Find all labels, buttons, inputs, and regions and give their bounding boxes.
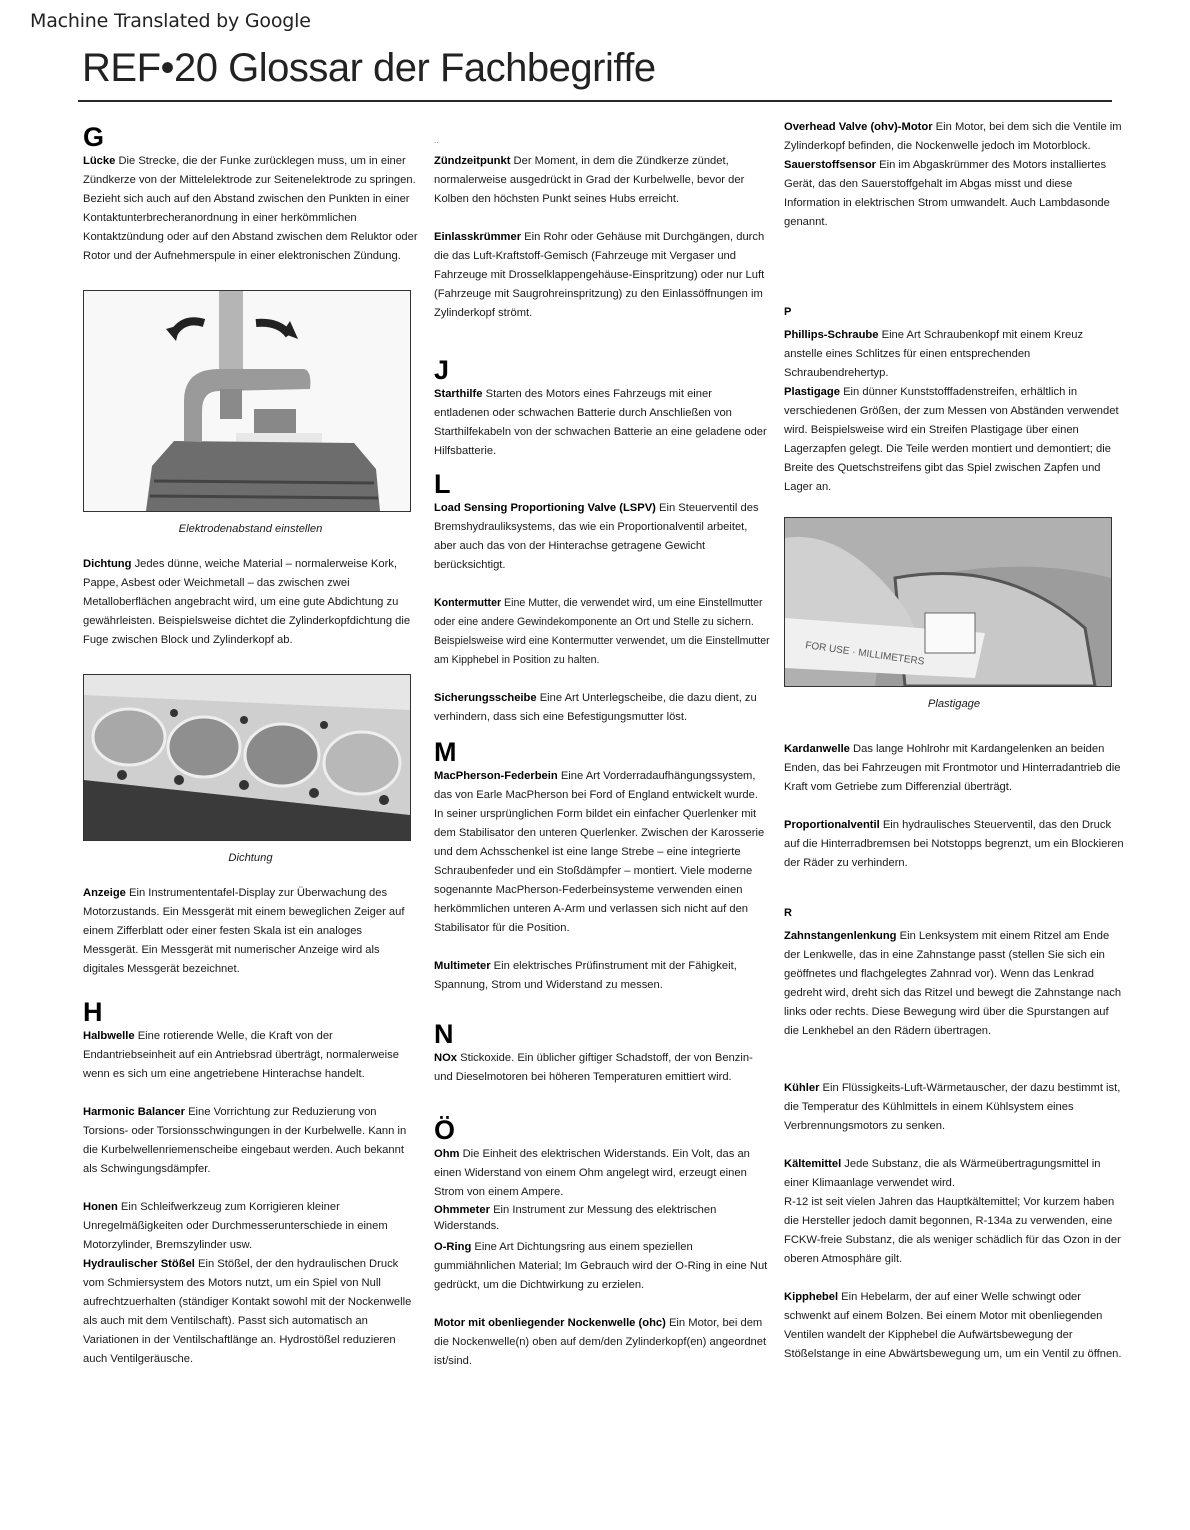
glossary-entry-phillips-schraube — [784, 326, 1124, 383]
glossary-entry-luecke — [83, 152, 418, 266]
glossary-entry-hydraulischer-stoessel — [83, 1255, 418, 1369]
svg-text:FOR USE · MILLIMETERS: FOR USE · MILLIMETERS — [804, 640, 925, 668]
entry-definition: Der Moment, in dem die Zündkerze zündet, normalerweise ausgedrückt in Grad der Kurbelwelle, bevor der Kolben den höchsten Punkt seines Hubs erreicht. — [434, 155, 745, 205]
glossary-entry-kontermutter — [434, 594, 770, 670]
section-letter-n: N — [434, 1019, 454, 1049]
entry-definition: Ein Motor, bei dem sich die Ventile im Zylinderkopf befinden, die Nockenwelle jedoch im Motorblock. — [784, 121, 1122, 152]
glossary-entry-kipphebel — [784, 1288, 1124, 1364]
figure-head-gasket — [83, 674, 411, 841]
section-letter-h: H — [83, 997, 103, 1027]
section-letter-l: L — [434, 469, 451, 499]
entry-definition: Ein Schleifwerkzeug zum Korrigieren kleiner Unregelmäßigkeiten oder Durchmesserunterschiede in einem Motorzylinder, Bremszylinder usw. — [83, 1201, 388, 1251]
figure-caption: Dichtung — [228, 852, 273, 864]
glossary-entry-sauerstoffsensor — [784, 156, 1124, 232]
entry-term: Ohmmeter — [434, 1204, 490, 1216]
entry-term: Multimeter — [434, 960, 491, 972]
section-letter-r: R — [784, 907, 792, 919]
glossary-entry-starthilfe — [434, 385, 770, 461]
entry-term: Ohm — [434, 1148, 460, 1160]
title-divider — [78, 100, 1112, 102]
entry-definition: Jede Substanz, die als Wärmeübertragungsmittel in einer Klimaanlage verwendet wird. — [784, 1158, 1101, 1189]
glossary-entry-einlasskruemmer — [434, 228, 770, 323]
entry-term: O-Ring — [434, 1241, 472, 1253]
entry-definition: Ein Hebelarm, der auf einer Welle schwingt oder schwenkt auf einem Bolzen. Bei einem Motor mit obenliegenden Ventilen wandelt der Kipphebel die Aufwärtsbewegung der Stößelstange in eine Abwärtsbewegung um, um ein Ventil zu öffnen. — [784, 1291, 1122, 1360]
glossary-entry-ohc — [434, 1314, 770, 1371]
glossary-entry-ohm — [434, 1145, 770, 1202]
entry-term: Plastigage — [784, 386, 840, 398]
glossary-entry-halbwelle — [83, 1027, 418, 1084]
plastigage-image — [785, 518, 1111, 686]
entry-definition: Ein dünner Kunststofffadenstreifen, erhältlich in verschiedenen Größen, der zum Messen von Abständen verwendet wird. Beispielsweise wird ein Streifen Plastigage über einen Lagerzapfen gelegt. Die Teile werden montiert und demontiert; die Breite des Quetschstreifens gibt das Spiel zwischen Zapfen und Lager an. — [784, 386, 1119, 493]
entry-definition: Jedes dünne, weiche Material – normalerweise Kork, Pappe, Asbest oder Weichmetall – das zwischen zwei Metalloberflächen angebracht wird, um eine gute Abdichtung zu gewährleisten. Beispielsweise dichtet die Zylinderkopfdichtung die Fuge zwischen Block und Zylinderkopf ab. — [83, 558, 411, 646]
entry-definition: Eine Vorrichtung zur Reduzierung von Torsions- oder Torsionsschwingungen in der Kurbelwelle. Kann in die Kurbelwellenriemenscheibe eingebaut werden. Auch bekannt als Schwingungsdämpfer. — [83, 1106, 407, 1175]
entry-term: Sicherungsscheibe — [434, 692, 537, 704]
entry-definition: Ein Lenksystem mit einem Ritzel am Ende der Lenkwelle, das in eine Zahnstange passt (stellen Sie sich ein geöffnetes und flachgelegtes Zahnrad vor). Wenn das Lenkrad gedreht wird, dreht sich das Ritzel und bewegt die Zahnstange nach links oder rechts. Diese Bewegung wird über die Spurstangen auf die Lenkhebel an den Rädern übertragen. — [784, 930, 1122, 1037]
entry-term: NOx — [434, 1052, 458, 1064]
glossary-entry-plastigage — [784, 383, 1124, 497]
entry-definition: Eine Art Unterlegscheibe, die dazu dient, zu verhindern, dass sich eine Befestigungsmutter löst. — [434, 692, 757, 723]
entry-term: Sauerstoffsensor — [784, 159, 877, 171]
entry-definition: Starten des Motors eines Fahrzeugs mit einer entladenen oder schwachen Batterie durch Anschließen von Starthilfekabeln von der schwachen Batterie an eine geladene oder Hilfsbatterie. — [434, 388, 767, 457]
machine-translation-banner: Machine Translated by Google — [30, 10, 311, 32]
entry-term: Hydraulischer Stößel — [83, 1258, 195, 1270]
entry-definition: Ein Steuerventil des Bremshydrauliksystems, das wie ein Proportionalventil arbeitet, aber auch das von der Hinterachse getragene Gewicht berücksichtigt. — [434, 502, 759, 571]
entry-term: Zündzeitpunkt — [434, 155, 511, 167]
glossary-entry-nox — [434, 1049, 770, 1087]
glossary-entry-kuehler — [784, 1079, 1124, 1136]
entry-definition: Ein Rohr oder Gehäuse mit Durchgängen, durch die das Luft-Kraftstoff-Gemisch (Fahrzeuge mit Vergaser und Fahrzeuge mit Drosselklappengehäuse-Einspritzung) oder nur Luft (Fahrzeuge mit Saugrohreinspritzung) zu den Einlassöffnungen im Zylinderkopf strömt. — [434, 231, 765, 319]
entry-term: Motor mit obenliegender Nockenwelle (ohc) — [434, 1317, 666, 1329]
glossary-entry-zuendzeitpunkt — [434, 152, 770, 209]
glossary-entry-kaeltemittel — [784, 1155, 1124, 1193]
figure-caption: Plastigage — [927, 698, 981, 710]
glossary-entry-honen — [83, 1198, 418, 1255]
glossary-entry-lspv — [434, 499, 770, 575]
glossary-entry-proportionalventil — [784, 816, 1124, 873]
section-letter-oe: Ö — [434, 1115, 456, 1145]
entry-definition: Ein im Abgaskrümmer des Motors installiertes Gerät, das den Sauerstoffgehalt im Abgas misst und diese Information in elektrischen Strom umwandelt. Auch Lambdasonde genannt. — [784, 159, 1110, 228]
entry-term: Phillips-Schraube — [784, 329, 879, 341]
section-letter-g: G — [83, 122, 105, 152]
glossary-entry-o-ring — [434, 1238, 770, 1295]
glossary-entry-macpherson — [434, 767, 770, 938]
section-letter-m: M — [434, 737, 457, 767]
entry-term: Halbwelle — [83, 1030, 135, 1042]
entry-definition: Ein Stößel, der den hydraulischen Druck vom Schmiersystem des Motors nutzt, um ein Spiel von Null aufrechtzuerhalten (ständiger Kontakt sowohl mit der Nockenwelle als auch mit dem Ventilschaft). Passt sich automatisch an Variationen in der Ventilschaftlänge an. Hydrostößel reduzieren auch Ventilgeräusche. — [83, 1258, 412, 1365]
entry-definition: Eine Art Vorderradaufhängungssystem, das von Earle MacPherson bei Ford of England entwickelt wurde. In seiner ursprünglichen Form bildet ein einfacher Querlenker mit dem Stabilisator den unteren Querlenker. Zwischen der Karosserie und dem Achsschenkel ist eine lange Strebe – eine integrierte Schraubenfeder und ein Stoßdämpfer – montiert. Viele moderne sogenannte MacPherson-Federbeinsysteme verwenden einen herkömmlichen unteren A-Arm und verlassen sich nicht auf den Stabilisator für die Position. — [434, 770, 765, 934]
glossary-entry-multimeter — [434, 957, 770, 995]
section-letter-j: J — [434, 355, 450, 385]
entry-definition: Das lange Hohlrohr mit Kardangelenken an beiden Enden, das bei Fahrzeugen mit Frontmotor und Hinterradantrieb die Kraft vom Getriebe zum Differenzial überträgt. — [784, 743, 1121, 793]
entry-term: Kühler — [784, 1082, 820, 1094]
glossary-entry-sicherungsscheibe — [434, 689, 770, 727]
glossary-entry-zahnstangenlenkung — [784, 927, 1124, 1041]
entry-definition: Stickoxide. Ein üblicher giftiger Schadstoff, der von Benzin- und Dieselmotoren bei höheren Temperaturen emittiert wird. — [434, 1052, 753, 1083]
glossary-column-2 — [434, 118, 770, 1371]
figure-caption: Elektrodenabstand einstellen — [178, 523, 323, 535]
glossary-entry-ohmmeter — [434, 1202, 770, 1234]
glossary-column-1 — [83, 118, 418, 1369]
figure-spark-plug-gap — [83, 290, 411, 512]
entry-definition: Die Strecke, die der Funke zurücklegen muss, um in einer Zündkerze von der Mittelelektrode zur Seitenelektrode zu springen. Bezieht sich auch auf den Abstand zwischen den Punkten in einer Kontaktunterbrecheranordnung in einer herkömmlichen Kontaktzündung oder auf den Abstand zwischen dem Reluktor oder Rotor und der Aufnehmerspule in einer elektronischen Zündung. — [83, 155, 418, 262]
entry-term: Honen — [83, 1201, 118, 1213]
glossary-entry-kaeltemittel-note: R-12 ist seit vielen Jahren das Hauptkältemittel; Vor kurzem haben die Hersteller jedoch damit begonnen, R-134a zu verwenden, eine FCKW-freie Substanz, die als weniger schädlich für das Ozon in der oberen Atmosphäre gilt. — [784, 1196, 1121, 1265]
glossary-entry-dichtung — [83, 555, 418, 650]
entry-definition: Ein Instrument zur Messung des elektrischen Widerstands. — [434, 1204, 717, 1232]
entry-definition: Ein Motor, bei dem die Nockenwelle(n) oben auf dem/den Zylinderkopf(en) angeordnet ist/sind. — [434, 1317, 767, 1367]
figure-plastigage — [784, 517, 1112, 687]
entry-definition: Die Einheit des elektrischen Widerstands. Ein Volt, das an einen Widerstand von einem Ohm angelegt wird, erzeugt einen Strom von einem Ampere. — [434, 1148, 750, 1198]
section-letter-p: P — [784, 306, 792, 318]
entry-definition: Eine Mutter, die verwendet wird, um eine Einstellmutter oder eine andere Gewindekomponente an Ort und Stelle zu sichern. Beispielsweise wird eine Kontermutter verwendet, um die Einstellmutter am Kipphebel in Position zu halten. — [434, 597, 770, 666]
glossary-column-3 — [784, 118, 1124, 1364]
entry-term: Kardanwelle — [784, 743, 850, 755]
entry-term: Proportionalventil — [784, 819, 880, 831]
entry-term: Dichtung — [83, 558, 132, 570]
entry-definition: Ein Instrumententafel-Display zur Überwachung des Motorzustands. Ein Messgerät mit einem beweglichen Zeiger auf einem Zifferblatt oder einer festen Skala ist ein analoges Messgerät. Ein Messgerät mit numerischer Anzeige wird als digitales Messgerät bezeichnet. — [83, 887, 405, 975]
head-gasket-image — [84, 675, 410, 840]
entry-term: Anzeige — [83, 887, 126, 899]
glossary-entry-harmonic-balancer — [83, 1103, 418, 1179]
page-title: REF•20 Glossar der Fachbegriffe — [82, 46, 656, 90]
entry-term: MacPherson-Federbein — [434, 770, 558, 782]
entry-term: Kontermutter — [434, 597, 502, 609]
entry-definition: Eine Art Dichtungsring aus einem speziellen gummiähnlichen Material; Im Gebrauch wird der O-Ring in eine Nut gedrückt, um die Dichtwirkung zu erzielen. — [434, 1241, 768, 1291]
entry-definition: Ein Flüssigkeits-Luft-Wärmetauscher, der dazu bestimmt ist, die Temperatur des Kühlmittels in einem Kühlsystem eines Verbrennungsmotors zu senken. — [784, 1082, 1121, 1132]
entry-definition: Ein hydraulisches Steuerventil, das den Druck auf die Hinterradbremsen bei Notstopps begrenzt, um ein Blockieren der Räder zu verhindern. — [784, 819, 1124, 869]
entry-term: Overhead Valve (ohv)-Motor — [784, 121, 933, 133]
glossary-entry-ohv-motor — [784, 118, 1124, 156]
glossary-entry-kardanwelle — [784, 740, 1124, 797]
entry-definition: Eine rotierende Welle, die Kraft von der Endantriebseinheit auf ein Antriebsrad überträgt, normalerweise wenn es sich um eine angetriebene Hinterachse handelt. — [83, 1030, 399, 1080]
entry-term: Kältemittel — [784, 1158, 842, 1170]
glossary-entry-anzeige — [83, 884, 418, 979]
entry-term: Harmonic Balancer — [83, 1106, 185, 1118]
stray-mark: .. — [434, 136, 439, 145]
spark-plug-gap-image — [84, 291, 410, 511]
entry-term: Starthilfe — [434, 388, 483, 400]
entry-term: Lücke — [83, 155, 116, 167]
entry-term: Load Sensing Proportioning Valve (LSPV) — [434, 502, 656, 514]
entry-term: Einlasskrümmer — [434, 231, 522, 243]
entry-term: Zahnstangenlenkung — [784, 930, 897, 942]
entry-definition: Eine Art Schraubenkopf mit einem Kreuz anstelle eines Schlitzes für einen entsprechenden Schraubendrehertyp. — [784, 329, 1084, 379]
entry-definition: Ein elektrisches Prüfinstrument mit der Fähigkeit, Spannung, Strom und Widerstand zu messen. — [434, 960, 737, 991]
entry-term: Kipphebel — [784, 1291, 839, 1303]
